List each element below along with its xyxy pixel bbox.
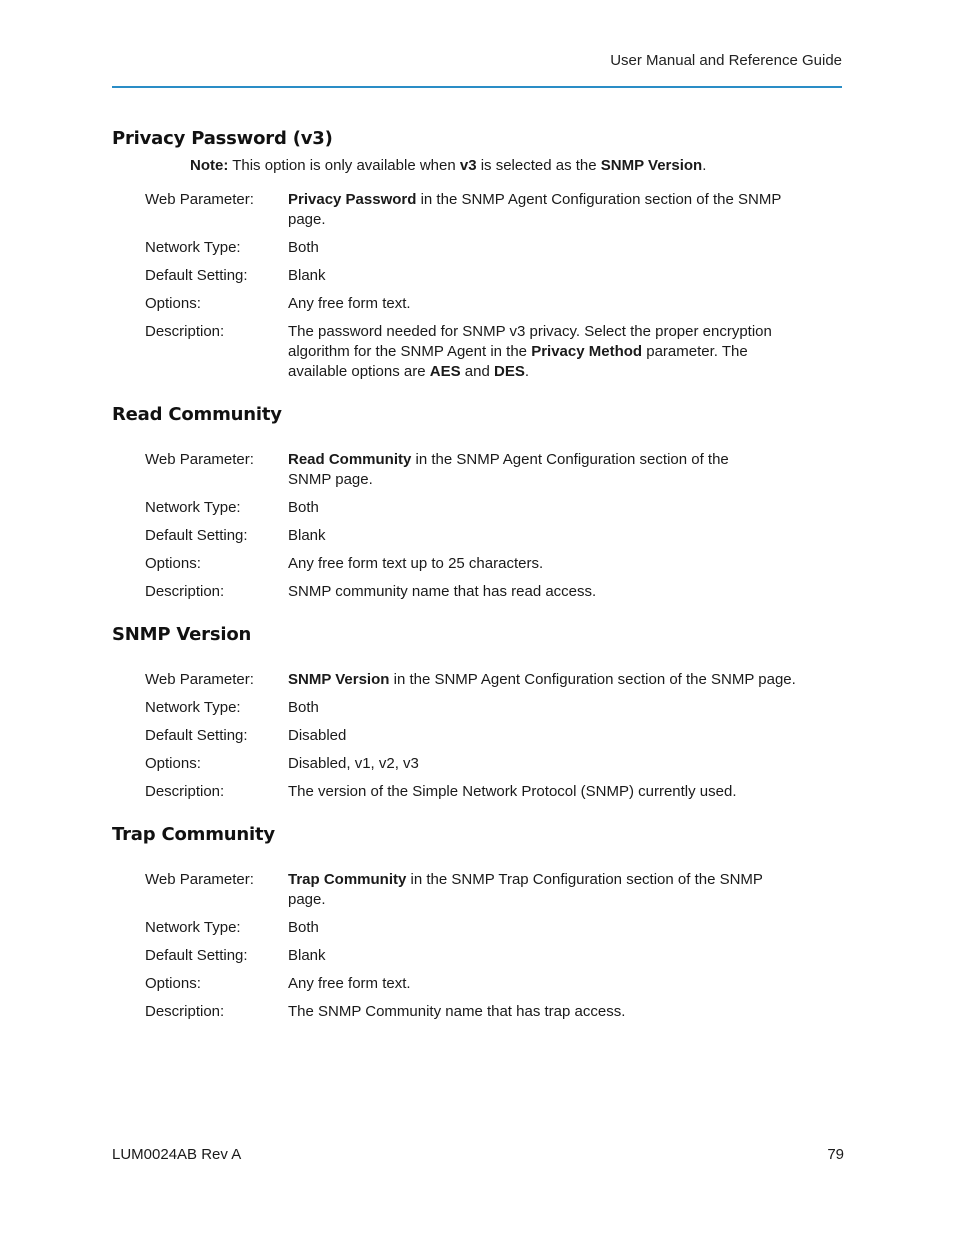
param-text: available options are <box>288 363 430 380</box>
param-label: Default Setting: <box>145 267 248 284</box>
param-value: The version of the Simple Network Protocol (SNMP) currently used. <box>288 783 737 800</box>
param-text: page. <box>288 211 326 228</box>
param-bold: AES <box>429 363 461 380</box>
param-row <box>145 726 845 746</box>
param-value: Disabled <box>288 727 347 744</box>
param-row <box>145 554 815 574</box>
param-label: Options: <box>145 755 201 772</box>
param-row <box>145 190 815 230</box>
param-bold: SNMP Version <box>288 671 390 688</box>
section-title: Read Community <box>112 404 282 425</box>
param-row <box>145 498 815 518</box>
param-text: in the SNMP Agent Configuration section of the <box>411 451 729 468</box>
section-trap-community <box>112 824 842 845</box>
param-text: in the SNMP Agent Configuration section of the SNMP page. <box>389 671 796 688</box>
param-value: Any free form text. <box>288 295 411 312</box>
param-value: Blank <box>288 947 326 964</box>
param-text: . <box>524 363 529 380</box>
param-value: Both <box>288 699 319 716</box>
param-row <box>145 1002 815 1022</box>
section-title: SNMP Version <box>112 624 252 645</box>
param-value: Both <box>288 239 319 256</box>
param-label: Default Setting: <box>145 727 248 744</box>
param-label: Default Setting: <box>145 947 248 964</box>
param-text: in the SNMP Trap Configuration section of the SNMP <box>406 871 763 888</box>
param-table <box>145 670 845 802</box>
param-value <box>288 670 845 690</box>
param-table <box>145 190 815 382</box>
section-title: Trap Community <box>112 824 275 845</box>
note-snmp-version: SNMP Version <box>600 157 703 174</box>
param-text: page. <box>288 891 326 908</box>
param-bold: Trap Community <box>288 871 407 888</box>
param-label: Description: <box>145 583 225 600</box>
param-row <box>145 526 815 546</box>
param-label: Network Type: <box>145 239 241 256</box>
note <box>190 157 706 174</box>
header-title: User Manual and Reference Guide <box>610 52 842 69</box>
param-text: The password needed for SNMP v3 privacy. Select the proper encryption <box>288 323 772 340</box>
param-value: Disabled, v1, v2, v3 <box>288 755 419 772</box>
param-row <box>145 870 815 910</box>
param-label: Network Type: <box>145 499 241 516</box>
param-label: Web Parameter: <box>145 671 254 688</box>
note-label: Note: <box>190 157 229 174</box>
param-row <box>145 582 815 602</box>
param-value: The SNMP Community name that has trap access. <box>288 1003 626 1020</box>
param-label: Description: <box>145 323 225 340</box>
param-bold: DES <box>493 363 525 380</box>
param-row <box>145 698 845 718</box>
param-row <box>145 670 845 690</box>
footer-page-number: 79 <box>827 1146 844 1163</box>
note-text: This option is only available when <box>228 157 460 174</box>
param-value: Blank <box>288 267 326 284</box>
param-row <box>145 754 845 774</box>
param-row <box>145 294 815 314</box>
param-text: parameter. The <box>642 343 748 360</box>
param-text: algorithm for the SNMP Agent in the <box>288 343 532 360</box>
note-text: . <box>702 157 707 174</box>
param-label: Options: <box>145 295 201 312</box>
param-label: Network Type: <box>145 919 241 936</box>
param-row <box>145 782 845 802</box>
param-bold: Read Community <box>288 451 412 468</box>
param-value <box>288 322 815 382</box>
param-label: Network Type: <box>145 699 241 716</box>
param-value: SNMP community name that has read access. <box>288 583 597 600</box>
param-label: Web Parameter: <box>145 191 254 208</box>
param-table <box>145 870 815 1022</box>
param-value <box>288 450 815 490</box>
param-value <box>288 190 815 230</box>
footer-doc-id: LUM0024AB Rev A <box>112 1146 242 1163</box>
param-label: Web Parameter: <box>145 871 254 888</box>
param-row <box>145 974 815 994</box>
param-label: Options: <box>145 555 201 572</box>
section-title: Privacy Password (v3) <box>112 128 333 149</box>
param-label: Default Setting: <box>145 527 248 544</box>
param-text: in the SNMP Agent Configuration section of the SNMP <box>416 191 782 208</box>
section-read-community <box>112 404 842 425</box>
param-value: Any free form text. <box>288 975 411 992</box>
param-text: SNMP page. <box>288 471 373 488</box>
param-value <box>288 870 815 910</box>
note-text: is selected as the <box>476 157 601 174</box>
param-table <box>145 450 815 602</box>
param-row <box>145 946 815 966</box>
param-value: Both <box>288 499 319 516</box>
param-label: Options: <box>145 975 201 992</box>
param-label: Web Parameter: <box>145 451 254 468</box>
param-label: Description: <box>145 1003 225 1020</box>
note-v3: v3 <box>459 157 477 174</box>
param-label: Description: <box>145 783 225 800</box>
param-bold: Privacy Password <box>288 191 417 208</box>
section-snmp-version <box>112 624 842 645</box>
param-row <box>145 238 815 258</box>
param-bold: Privacy Method <box>531 343 643 360</box>
param-value: Any free form text up to 25 characters. <box>288 555 544 572</box>
param-value: Both <box>288 919 319 936</box>
param-row <box>145 450 815 490</box>
param-row <box>145 266 815 286</box>
section-privacy-password <box>112 128 842 149</box>
param-row <box>145 918 815 938</box>
header-rule <box>112 86 842 88</box>
param-value: Blank <box>288 527 326 544</box>
param-row <box>145 322 815 382</box>
param-text: and <box>460 363 494 380</box>
